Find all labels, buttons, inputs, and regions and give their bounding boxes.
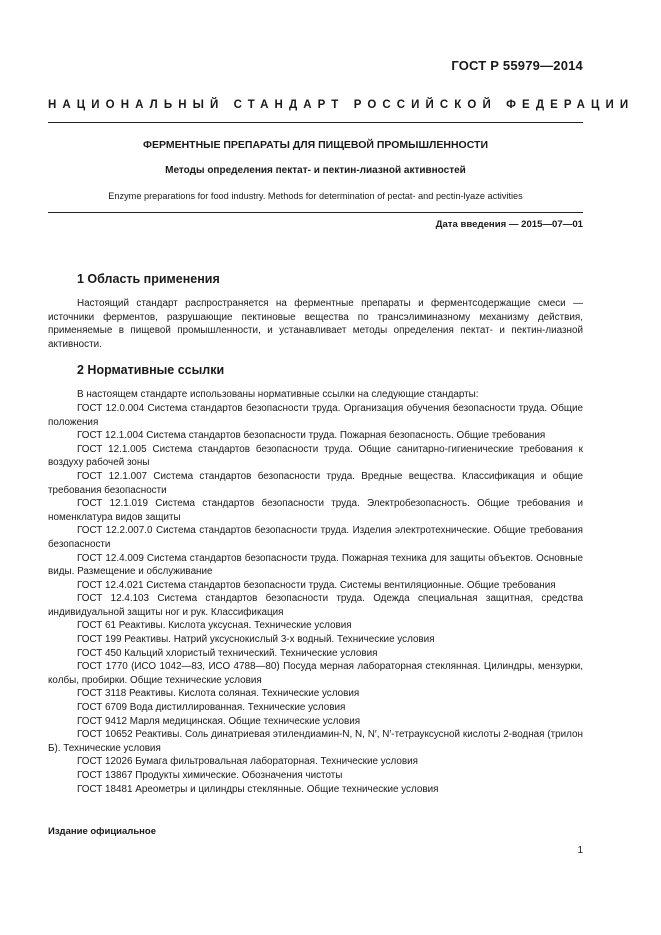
references-list bbox=[48, 402, 583, 796]
reference-item: ГОСТ 12.4.021 Система стандартов безопасности труда. Системы вентиляционные. Общие требования bbox=[77, 579, 556, 591]
reference-item: ГОСТ 450 Кальций хлористый технический. Технические условия bbox=[77, 647, 378, 659]
reference-item: ГОСТ 12.4.103 Система стандартов безопасности труда. Одежда специальная защитная, средства индивидуальной защиты ног и рук. Классификация bbox=[48, 593, 583, 618]
reference-item: ГОСТ 12.1.007 Система стандартов безопасности труда. Вредные вещества. Классификация и общие требования безопасности bbox=[48, 470, 583, 496]
top-divider bbox=[48, 122, 583, 123]
reference-item: ГОСТ 1770 (ИСО 1042—83, ИСО 4788—80) Посуда мерная лабораторная стеклянная. Цилиндры, мензурки, колбы, пробирки. Общие технические условия bbox=[48, 661, 583, 686]
reference-item: ГОСТ 12.1.004 Система стандартов безопасности труда. Пожарная безопасность. Общие требования bbox=[77, 430, 546, 442]
document-subtitle: Методы определения пектат- и пектин-лиазной активностей bbox=[165, 165, 466, 176]
title-divider bbox=[48, 212, 583, 213]
reference-item: ГОСТ 12.2.007.0 Система стандартов безопасности труда. Изделия электротехнические. Общие требования безопасности bbox=[48, 525, 583, 550]
reference-item: ГОСТ 61 Реактивы. Кислота уксусная. Технические условия bbox=[77, 620, 352, 632]
reference-item: ГОСТ 13867 Продукты химические. Обозначения чистоты bbox=[77, 770, 343, 781]
reference-item: ГОСТ 12.1.019 Система стандартов безопасности труда. Электробезопасность. Общие требования и номенклатура видов защиты bbox=[48, 498, 583, 523]
section-heading-scope: 1 Область применения bbox=[77, 272, 220, 286]
introduction-date: Дата введения — 2015—07—01 bbox=[435, 219, 583, 230]
standard-code: ГОСТ Р 55979—2014 bbox=[451, 58, 583, 73]
references-intro: В настоящем стандарте использованы нормативные ссылки на следующие стандарты: bbox=[77, 389, 479, 401]
document-english-title: Enzyme preparations for food industry. Methods for determination of pectat- and pectin-lyaze activities bbox=[108, 191, 523, 201]
scope-paragraph: Настоящий стандарт распространяется на ферментные препараты и ферментсодержащие смеси — источники ферментов, разрушающие пектиновые вещества по трансэлиминазному механизму действия, применяемые в пищевой промышленности, и устанавливает методы определения пектат- и пектин-лиазной активности. bbox=[48, 298, 583, 350]
reference-item: ГОСТ 199 Реактивы. Натрий уксуснокислый 3-х водный. Технические условия bbox=[77, 634, 435, 646]
reference-item: ГОСТ 12.4.009 Система стандартов безопасности труда. Пожарная техника для защиты объектов. Основные виды. Размещение и обслуживание bbox=[48, 552, 583, 578]
reference-item: ГОСТ 18481 Ареометры и цилиндры стеклянные. Общие технические условия bbox=[77, 783, 439, 795]
document-title: ФЕРМЕНТНЫЕ ПРЕПАРАТЫ ДЛЯ ПИЩЕВОЙ ПРОМЫШЛЕННОСТИ bbox=[143, 139, 488, 151]
reference-item: ГОСТ 10652 Реактивы. Соль динатриевая этилендиамин-N, N, N′, N′-тетрауксусной кислоты 2-водная (трилон Б). Технические условия bbox=[48, 729, 583, 754]
reference-item: ГОСТ 12026 Бумага фильтровальная лабораторная. Технические условия bbox=[77, 756, 418, 768]
section-scope bbox=[48, 272, 583, 351]
reference-item: ГОСТ 12.1.005 Система стандартов безопасности труда. Общие санитарно-гигиенические требования к воздуху рабочей зоны bbox=[48, 443, 583, 469]
reference-item: ГОСТ 9412 Марля медицинская. Общие технические условия bbox=[77, 715, 361, 727]
official-edition-note: Издание официальное bbox=[48, 826, 156, 837]
reference-item: ГОСТ 3118 Реактивы. Кислота соляная. Технические условия bbox=[77, 688, 360, 700]
reference-item: ГОСТ 12.0.004 Система стандартов безопасности труда. Организация обучения безопасности труда. Общие положения bbox=[48, 402, 583, 428]
page-number: 1 bbox=[577, 845, 583, 856]
national-standard-banner: НАЦИОНАЛЬНЫЙ СТАНДАРТ РОССИЙСКОЙ ФЕДЕРАЦИИ bbox=[48, 99, 635, 111]
section-heading-references: 2 Нормативные ссылки bbox=[77, 363, 225, 378]
section-normative-references bbox=[48, 363, 583, 796]
document-body bbox=[48, 272, 583, 796]
reference-item: ГОСТ 6709 Вода дистиллированная. Технические условия bbox=[77, 702, 346, 714]
